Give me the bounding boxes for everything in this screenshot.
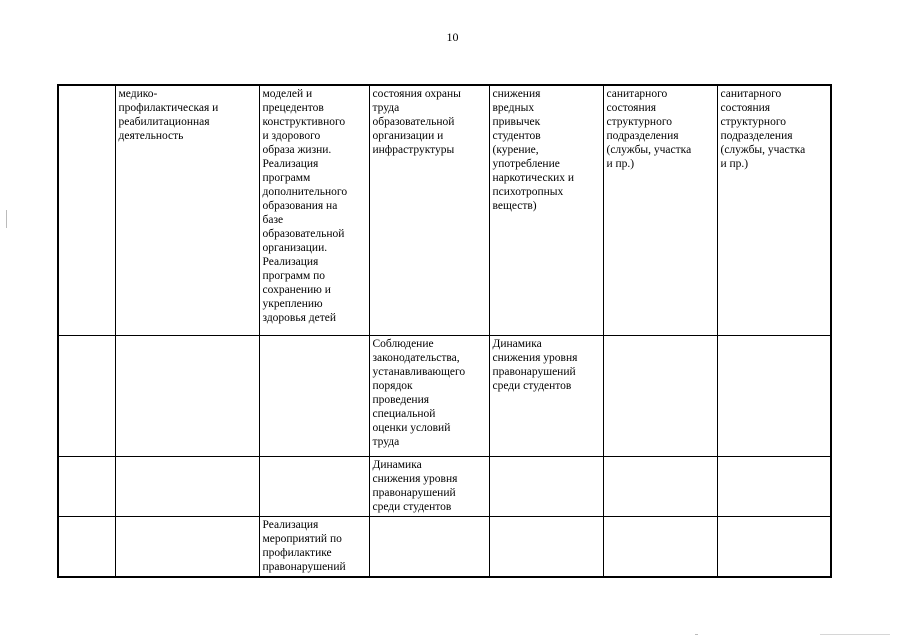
table-cell — [58, 457, 115, 517]
table-cell — [603, 517, 717, 578]
table-cell — [717, 457, 831, 517]
table-cell: моделей и прецедентов конструктивного и здорового образа жизни. Реализация программ дополнительного образования на базе образовательной организации. Реализация программ по сохранению и укреплению здоровья детей — [259, 85, 369, 336]
table-cell — [115, 457, 259, 517]
table-cell: Соблюдение законодательства, устанавливающего порядок проведения специальной оценки условий труда — [369, 336, 489, 457]
table-cell — [58, 85, 115, 336]
table-cell: Реализация мероприятий по профилактике правонарушений — [259, 517, 369, 578]
page-number: 10 — [446, 30, 459, 44]
table-cell: состояния охраны труда образовательной организации и инфраструктуры — [369, 85, 489, 336]
table-cell — [58, 336, 115, 457]
scan-mark — [695, 634, 698, 635]
table-cell — [369, 517, 489, 578]
document-table — [57, 84, 832, 578]
scan-mark — [820, 634, 890, 635]
table-row — [58, 517, 831, 578]
table-row — [58, 85, 831, 336]
scan-mark — [6, 210, 7, 228]
table-cell: санитарного состояния структурного подразделения (службы, участка и пр.) — [603, 85, 717, 336]
table-cell — [603, 336, 717, 457]
table-cell: санитарного состояния структурного подразделения (службы, участка и пр.) — [717, 85, 831, 336]
table-cell — [259, 336, 369, 457]
table-cell — [115, 517, 259, 578]
table-cell: Динамика снижения уровня правонарушений среди студентов — [489, 336, 603, 457]
table-cell — [603, 457, 717, 517]
table-row — [58, 457, 831, 517]
table-cell — [717, 517, 831, 578]
table-cell — [717, 336, 831, 457]
table-cell: снижения вредных привычек студентов (курение, употребление наркотических и психотропных веществ) — [489, 85, 603, 336]
table-cell: медико- профилактическая и реабилитационная деятельность — [115, 85, 259, 336]
table-cell — [58, 517, 115, 578]
table-cell — [489, 517, 603, 578]
table-cell: Динамика снижения уровня правонарушений среди студентов — [369, 457, 489, 517]
table-cell — [115, 336, 259, 457]
table-cell — [489, 457, 603, 517]
table-cell — [259, 457, 369, 517]
table-row — [58, 336, 831, 457]
